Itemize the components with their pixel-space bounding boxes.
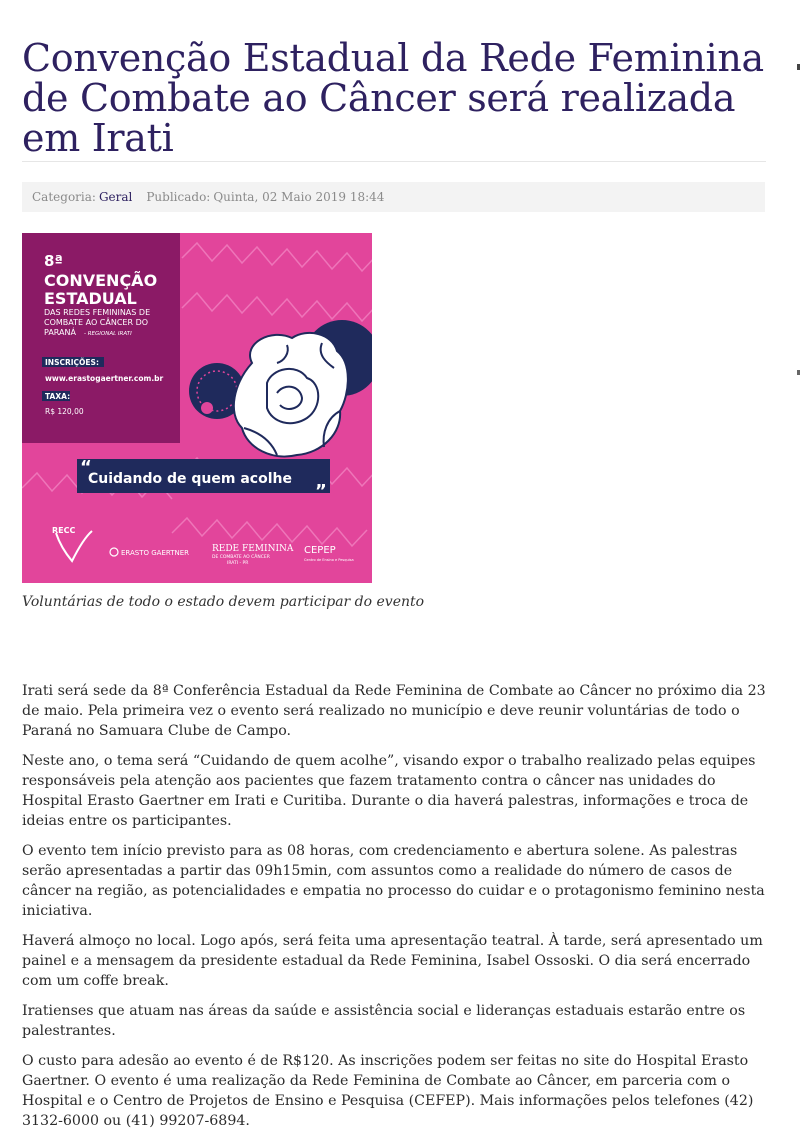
article-image [22, 233, 372, 583]
paragraph: Neste ano, o tema será “Cuidando de quem acolhe”, visando expor o trabalho realizado pelas equipes responsáveis pela atenção aos pacientes que fazem tratamento contra o câncer nas unidades do Hospital Erasto Gaertner em Irati e Curitiba. Durante o dia haverá palestras, informações e troca de ideias entre os participantes. [22, 753, 756, 829]
poster-inscricoes-label: INSCRIÇÕES: [45, 358, 99, 367]
poster-sub-1: DAS REDES FEMININAS DE [44, 308, 151, 317]
article-title: Convenção Estadual da Rede Feminina de Combate ao Câncer será realizada em Irati [22, 36, 764, 160]
paragraph: O custo para adesão ao evento é de R$120. As inscrições podem ser feitas no site do Hospital Erasto Gaertner. O evento é uma realização da Rede Feminina de Combate ao Câncer, em parceria com o Hospital e o Centro de Projetos de Ensino e Pesquisa (CEFEP). Mais informações pelos telefones (42) 3132-6000 ou (41) 99207-6894. [22, 1053, 754, 1129]
image-caption: Voluntárias de todo o estado devem participar do evento [22, 594, 425, 610]
poster-edition: 8ª [44, 252, 63, 270]
published-date: Quinta, 02 Maio 2019 18:44 [213, 190, 385, 204]
poster-regional: - REGIONAL IRATI [84, 331, 132, 337]
poster-taxa-value: R$ 120,00 [45, 407, 84, 416]
poster-heading-1: CONVENÇÃO [44, 271, 158, 290]
category-label: Categoria: [32, 190, 96, 204]
svg-text:RECC: RECC [52, 526, 76, 535]
svg-text:REDE FEMININA: REDE FEMININA [212, 544, 294, 554]
paragraph: Iratienses que atuam nas áreas da saúde e assistência social e lideranças estaduais estarão entre os palestrantes. [22, 1003, 746, 1039]
svg-text:”: ” [315, 481, 327, 502]
category-link[interactable]: Geral [98, 190, 133, 204]
paragraph: O evento tem início previsto para as 08 horas, com credenciamento e abertura solene. As palestras serão apresentadas a partir das 09h15min, com assuntos como a realidade do número de casos de câncer na região, as potencialidades e empatia no processo do cuidar e o protagonismo feminino nesta iniciativa. [22, 843, 765, 919]
svg-text:Centro de Ensino e Pesquisa: Centro de Ensino e Pesquisa [304, 558, 354, 562]
poster-inscricoes-url: www.erastogaertner.com.br [45, 374, 164, 383]
svg-text:IRATI - PR: IRATI - PR [227, 561, 249, 566]
svg-text:“: “ [80, 457, 92, 478]
svg-text:CEPEP: CEPEP [304, 545, 336, 556]
erasto-gaertner-logo [110, 548, 189, 557]
poster-heading-2: ESTADUAL [44, 289, 137, 308]
poster-sub-3: PARANÁ [44, 328, 76, 337]
paragraph: Haverá almoço no local. Logo após, será feita uma apresentação teatral. À tarde, será apresentado um painel e a mensagem da presidente estadual da Rede Feminina, Isabel Ossoski. O dia será encerrado com um coffe break. [22, 933, 763, 989]
svg-text:DE COMBATE AO CÂNCER: DE COMBATE AO CÂNCER [212, 555, 270, 560]
article-meta [22, 182, 765, 212]
poster-theme: Cuidando de quem acolhe [88, 471, 292, 487]
article-body [22, 681, 766, 1141]
svg-text:ERASTO GAERTNER: ERASTO GAERTNER [121, 549, 190, 557]
poster-sub-2: COMBATE AO CÂNCER DO [44, 318, 149, 327]
published-label: Publicado: [146, 190, 211, 204]
poster-taxa-label: TAXA: [45, 392, 71, 401]
right-edge-fragment [796, 0, 800, 1138]
title-divider [22, 161, 766, 162]
paragraph: Irati será sede da 8ª Conferência Estadual da Rede Feminina de Combate ao Câncer no próximo dia 23 de maio. Pela primeira vez o evento será realizado no município e deve reunir voluntárias de todo o Paraná no Samuara Clube de Campo. [22, 683, 766, 739]
